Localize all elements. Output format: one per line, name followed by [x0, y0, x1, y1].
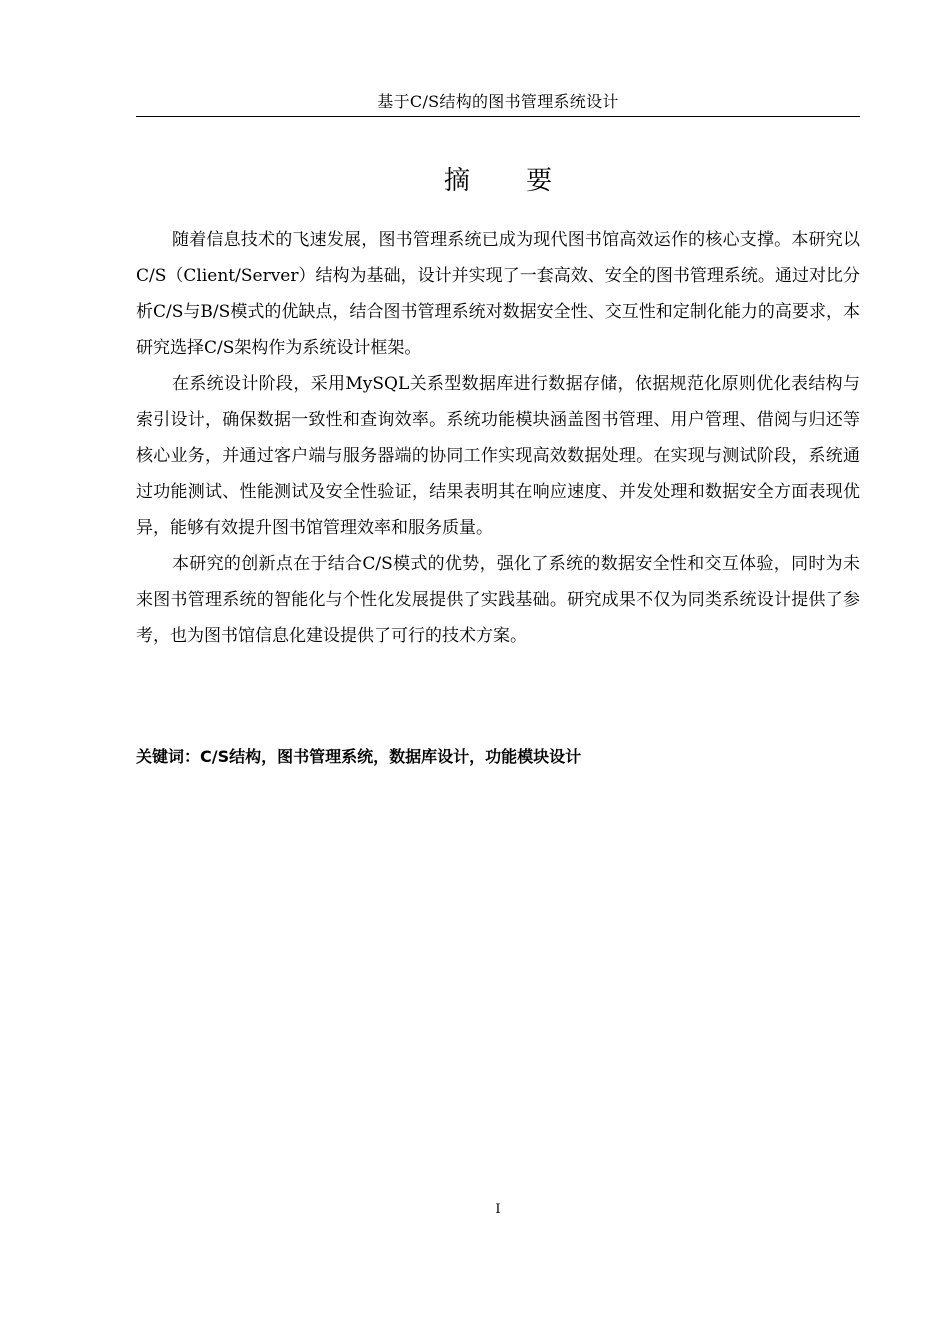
running-header-title: 基于C/S结构的图书管理系统设计: [377, 92, 619, 111]
abstract-paragraph-2: 在系统设计阶段，采用MySQL关系型数据库进行数据存储，依据规范化原则优化表结构与索引设计，确保数据一致性和查询效率。系统功能模块涵盖图书管理、用户管理、借阅与归还等核心业务，并通过客户端与服务器端的协同工作实现高效数据处理。在实现与测试阶段，系统通过功能测试、性能测试及安全性验证，结果表明其在响应速度、并发处理和数据安全方面表现优异，能够有效提升图书馆管理效率和服务质量。: [136, 374, 860, 538]
abstract-body: [136, 222, 860, 654]
abstract-paragraph-3: 本研究的创新点在于结合C/S模式的优势，强化了系统的数据安全性和交互体验，同时为未来图书管理系统的智能化与个性化发展提供了实践基础。研究成果不仅为同类系统设计提供了参考，也为图书馆信息化建设提供了可行的技术方案。: [136, 554, 860, 646]
running-header: [136, 90, 860, 117]
page-number: I: [495, 1202, 501, 1217]
abstract-paragraph-1: 随着信息技术的飞速发展，图书管理系统已成为现代图书馆高效运作的核心支撑。本研究以C/S（Client/Server）结构为基础，设计并实现了一套高效、安全的图书管理系统。通过对比分析C/S与B/S模式的优缺点，结合图书管理系统对数据安全性、交互性和定制化能力的高要求，本研究选择C/S架构作为系统设计框架。: [136, 230, 860, 358]
abstract-title: 摘 要: [443, 166, 577, 196]
keywords-line: 关键词：C/S结构，图书管理系统，数据库设计，功能模块设计: [136, 747, 582, 766]
